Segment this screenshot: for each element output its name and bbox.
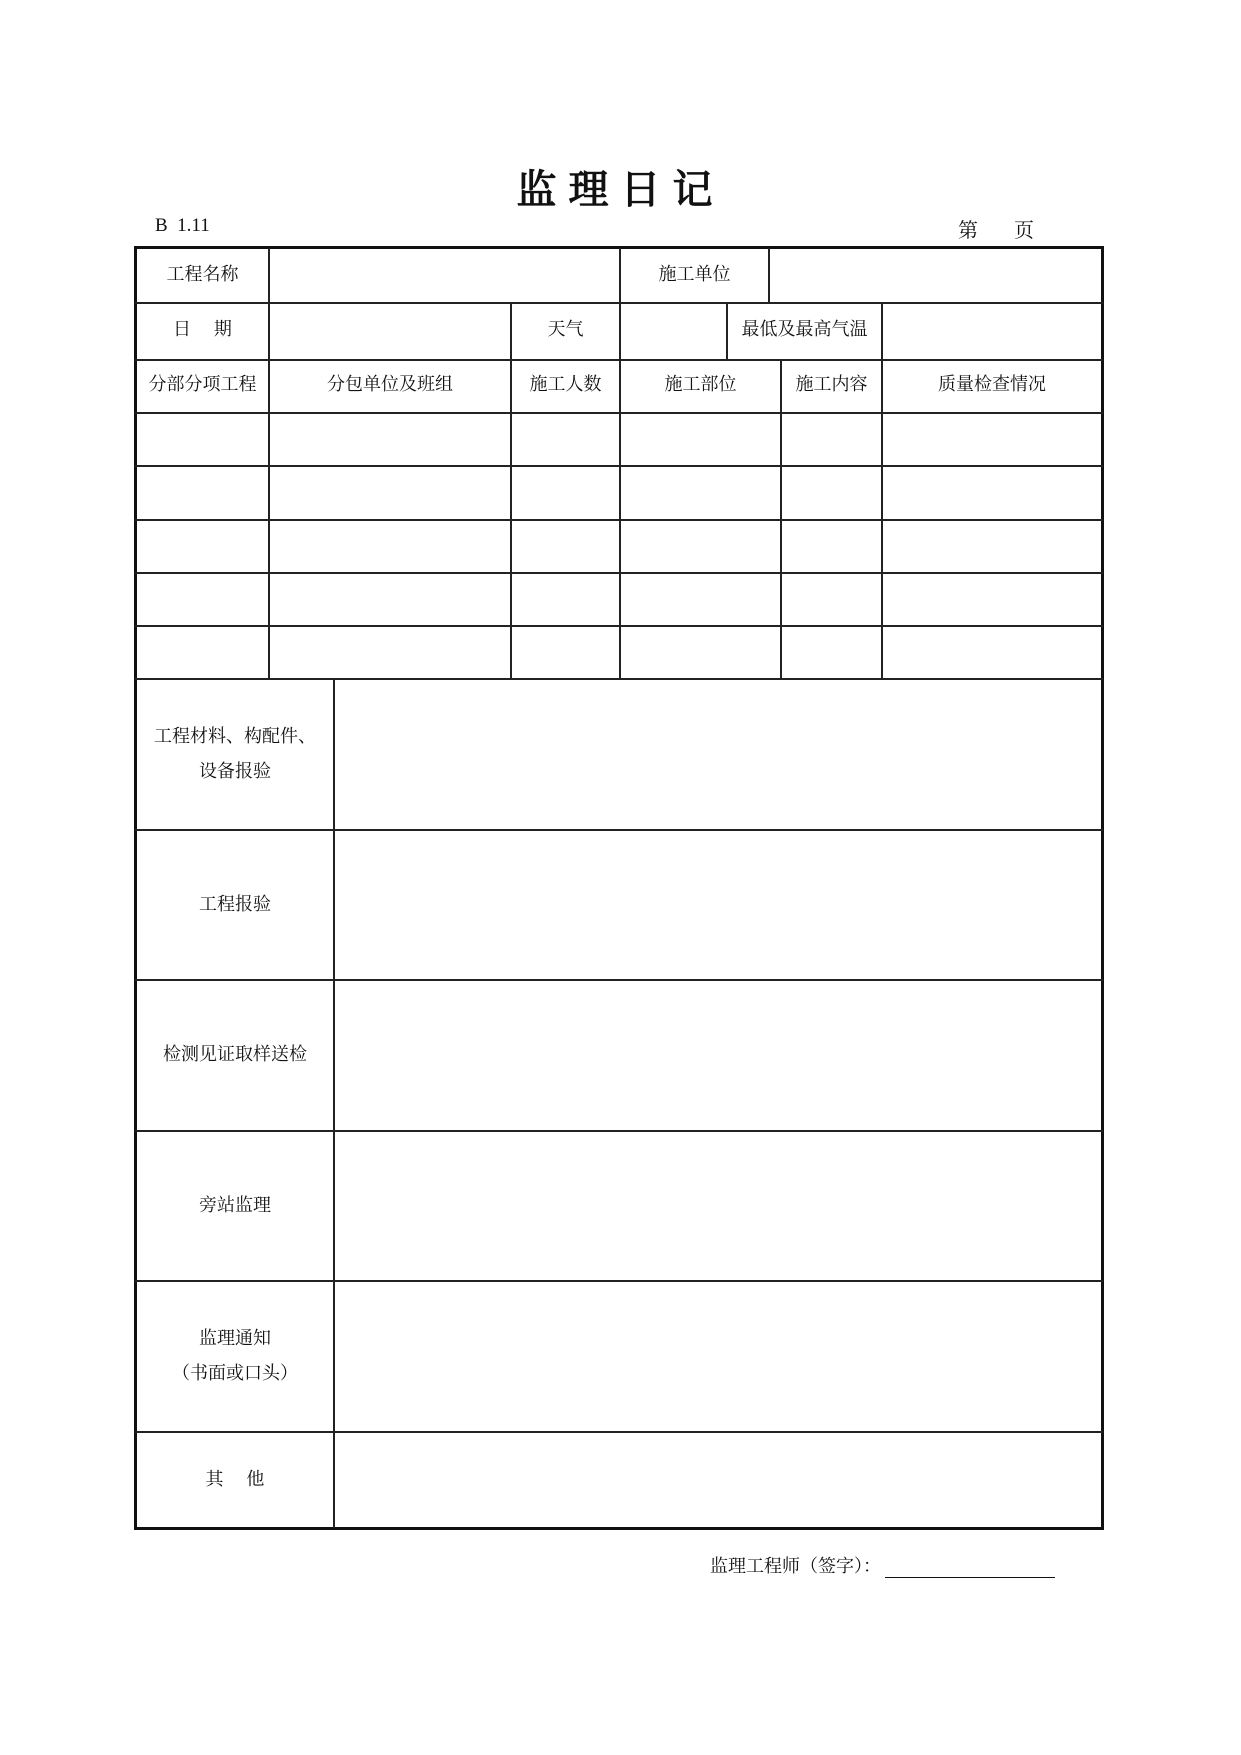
- temperature-field[interactable]: [883, 302, 1101, 359]
- table-cell[interactable]: [883, 519, 1101, 572]
- column-header-content: 施工内容: [795, 374, 868, 396]
- table-cell[interactable]: [137, 412, 268, 465]
- table-cell[interactable]: [621, 412, 780, 465]
- table-cell[interactable]: [782, 465, 881, 519]
- table-cell[interactable]: [883, 572, 1101, 625]
- table-cell[interactable]: [137, 465, 268, 519]
- table-cell[interactable]: [137, 572, 268, 625]
- table-cell[interactable]: [137, 625, 268, 678]
- section-label-project-inspection: [137, 831, 333, 979]
- section-label-line: 工程报验: [199, 893, 271, 915]
- section-label-line: （书面或口头）: [172, 1362, 298, 1384]
- section-label-line: 检测见证取样送检: [163, 1044, 307, 1066]
- form-code: B 1.11: [155, 215, 210, 236]
- section-label-witness-sampling: [137, 981, 333, 1130]
- table-cell[interactable]: [512, 465, 619, 519]
- signature-row: [710, 1552, 1055, 1578]
- table-cell[interactable]: [621, 625, 780, 678]
- table-cell[interactable]: [137, 519, 268, 572]
- project-name-label: 工程名称: [166, 263, 239, 285]
- table-cell[interactable]: [621, 572, 780, 625]
- section-label-line: 旁站监理: [199, 1194, 271, 1216]
- column-header-subproject: 分部分项工程: [148, 374, 257, 396]
- section-content-supervision-notice[interactable]: [335, 1282, 1101, 1431]
- section-content-witness-sampling[interactable]: [335, 981, 1101, 1130]
- section-content-material-inspection[interactable]: [335, 680, 1101, 829]
- page-number-prefix: 第: [958, 218, 978, 242]
- signature-label: 监理工程师（签字）：: [710, 1556, 881, 1577]
- table-cell[interactable]: [512, 412, 619, 465]
- page-number-suffix: 页: [1014, 218, 1034, 242]
- section-content-project-inspection[interactable]: [335, 831, 1101, 979]
- table-cell[interactable]: [270, 465, 510, 519]
- table-cell[interactable]: [512, 625, 619, 678]
- section-label-line: 监理通知: [199, 1328, 271, 1350]
- column-header-quality: 质量检查情况: [938, 374, 1046, 396]
- page-title: 监理日记: [516, 166, 725, 213]
- signature-field[interactable]: [885, 1557, 1055, 1578]
- column-header-workers: 施工人数: [529, 374, 602, 396]
- table-cell[interactable]: [782, 519, 881, 572]
- table-cell[interactable]: [883, 625, 1101, 678]
- column-header-subcontractor: 分包单位及班组: [327, 374, 453, 396]
- table-cell[interactable]: [621, 465, 780, 519]
- section-label-line: 其 他: [205, 1469, 265, 1491]
- construction-unit-label: 施工单位: [658, 263, 731, 285]
- section-label-side-supervision: [137, 1132, 333, 1280]
- table-cell[interactable]: [512, 572, 619, 625]
- temperature-label: 最低及最高气温: [741, 319, 868, 341]
- table-cell[interactable]: [883, 412, 1101, 465]
- page-number-label: [958, 214, 1034, 243]
- section-content-side-supervision[interactable]: [335, 1132, 1101, 1280]
- table-cell[interactable]: [270, 412, 510, 465]
- section-label-line: 设备报验: [199, 760, 271, 782]
- table-cell[interactable]: [270, 625, 510, 678]
- section-label-material-inspection: [137, 680, 333, 829]
- table-cell[interactable]: [512, 519, 619, 572]
- section-label-supervision-notice: [137, 1282, 333, 1431]
- section-content-other[interactable]: [335, 1433, 1101, 1528]
- table-cell[interactable]: [782, 572, 881, 625]
- table-cell[interactable]: [782, 412, 881, 465]
- table-cell[interactable]: [270, 572, 510, 625]
- date-field[interactable]: [270, 302, 510, 359]
- table-cell[interactable]: [621, 519, 780, 572]
- project-name-field[interactable]: [270, 248, 619, 302]
- table-cell[interactable]: [883, 465, 1101, 519]
- section-label-line: 工程材料、构配件、: [154, 726, 316, 748]
- weather-label: 天气: [547, 319, 584, 341]
- table-cell[interactable]: [782, 625, 881, 678]
- section-label-other: [137, 1433, 333, 1528]
- construction-unit-field[interactable]: [770, 248, 1101, 302]
- table-cell[interactable]: [270, 519, 510, 572]
- weather-field[interactable]: [621, 302, 726, 359]
- column-header-location: 施工部位: [664, 374, 737, 396]
- date-label: 日 期: [173, 319, 232, 341]
